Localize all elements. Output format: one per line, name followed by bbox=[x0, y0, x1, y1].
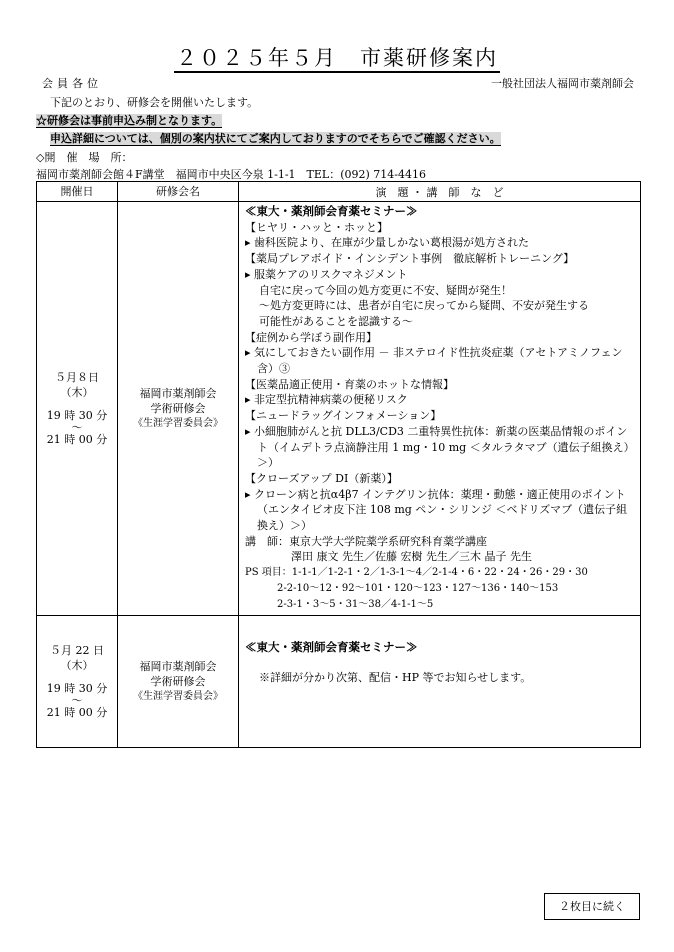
intro-text: 下記のとおり、研修会を開催いたします。 bbox=[50, 96, 259, 109]
org-name: 福岡市薬剤師会 bbox=[139, 660, 217, 674]
seminar-title: ≪東大・薬剤師会育薬セミナー≫ bbox=[245, 640, 418, 655]
schedule-table bbox=[36, 181, 641, 748]
org-name: 福岡市薬剤師会 bbox=[139, 387, 217, 401]
ps-items: 2-2-10～12・92～101・120～123・127～136・140～153 bbox=[277, 582, 559, 594]
detail-cell bbox=[239, 202, 641, 616]
header-topic: 演 題 ・ 講 師 な ど bbox=[239, 182, 641, 202]
organization-name: 一般社団法人福岡市薬剤師会 bbox=[491, 77, 634, 90]
date-cell bbox=[37, 616, 118, 748]
lecturer-affiliation: 東京大学大学院薬学系研究科育薬学講座 bbox=[289, 534, 487, 548]
meeting-cell bbox=[118, 616, 239, 748]
venue-detail: 福岡市薬剤師会館４F講堂 福岡市中央区今泉 1-1-1 TEL：(092) 714-4416 bbox=[36, 168, 427, 181]
weekday: （木） bbox=[60, 659, 94, 673]
header-date: 開催日 bbox=[37, 182, 118, 202]
lecturer-line bbox=[245, 534, 636, 550]
topic-item: ▸ 非定型抗精神病薬の便秘リスク bbox=[245, 393, 408, 407]
continued-note: ２枚目に続く bbox=[544, 893, 640, 920]
topic-item: ▸ 服薬ケアのリスクマネジメント bbox=[245, 267, 408, 281]
time-end: 21 時 00 分 bbox=[46, 706, 108, 720]
topic-text: 自宅に戻って今回の処方変更に不安、疑問が発生！ bbox=[259, 283, 512, 297]
ps-items: 2-3-1・3～5・31～38／4-1-1～5 bbox=[277, 598, 434, 610]
topic-text: 可能性があることを認識する～ bbox=[259, 314, 413, 328]
seminar-title: ≪東大・薬剤師会育薬セミナー≫ bbox=[245, 204, 418, 218]
notice-line-1: ☆研修会は事前申込み制となります。 bbox=[36, 114, 223, 127]
topic-item: ▸ 小細胞肺がんと抗 DLL3/CD3 二重特異性抗体：新薬の医薬品情報のポイント（イムデトラ点滴静注用 1 mg・10 mg ＜タルラタマブ（遺伝子組換え）＞） bbox=[245, 424, 635, 470]
topic-item: ▸ 気にしておきたい副作用 － 非ステロイド性抗炎症薬（アセトアミノフェン含）③ bbox=[245, 346, 623, 376]
weekday: （木） bbox=[60, 386, 94, 400]
ps-items: 1-1-1／1-2-1・2／1-3-1～4／2-1-4・6・22・24・26・29・30 bbox=[291, 567, 588, 579]
meeting-cell bbox=[118, 202, 239, 616]
section-heading: 【薬局プレアボイド・インシデント事例 徹底解析トレーニング】 bbox=[245, 252, 575, 266]
ps-line bbox=[245, 565, 636, 581]
table-header-row bbox=[37, 182, 641, 202]
date-cell bbox=[37, 202, 118, 616]
date: ５月 22 日 bbox=[50, 644, 104, 658]
date: ５月８日 bbox=[55, 371, 99, 385]
table-row bbox=[37, 616, 641, 748]
lecturer-label: 講 師： bbox=[245, 534, 289, 548]
recipient: 会員各位 bbox=[42, 77, 102, 90]
time-end: 21 時 00 分 bbox=[46, 433, 108, 447]
lecturer-names: 澤田 康文 先生／佐藤 宏樹 先生／三木 晶子 先生 bbox=[291, 550, 532, 564]
time-tilde: ～ bbox=[71, 421, 83, 435]
page-title: ２０２５年５月 市薬研修案内 bbox=[0, 42, 674, 72]
ps-label: PS 項目： bbox=[245, 567, 292, 579]
section-heading: 【症例から学ぼう副作用】 bbox=[245, 330, 377, 344]
table-row bbox=[37, 202, 641, 616]
time-start: 19 時 30 分 bbox=[46, 682, 108, 696]
section-heading: 【医薬品適正使用・育薬のホットな情報】 bbox=[245, 377, 454, 391]
committee: 《生涯学習委員会》 bbox=[133, 691, 223, 703]
header-meeting: 研修会名 bbox=[118, 182, 239, 202]
detail-cell bbox=[239, 616, 641, 748]
meeting-name: 学術研修会 bbox=[150, 675, 206, 689]
notice-line-2: 申込詳細については、個別の案内状にてご案内しておりますのでそちらでご確認ください。 bbox=[50, 132, 501, 145]
section-heading: 【クローズアップ DI（新薬）】 bbox=[245, 471, 398, 485]
committee: 《生涯学習委員会》 bbox=[133, 418, 223, 430]
meeting-name: 学術研修会 bbox=[150, 402, 206, 416]
time-tilde: ～ bbox=[71, 694, 83, 708]
venue-label: ◇開 催 場 所： bbox=[36, 151, 133, 164]
topic-item: ▸ 歯科医院より、在庫が少量しかない葛根湯が処方された bbox=[245, 236, 530, 250]
topic-item: ▸ クローン病と抗α4β7 インテグリン抗体：薬理・動態・適正使用のポイント（エンタイビオ皮下注 108 mg ペン・シリンジ ＜ベドリズマブ（遺伝子組換え）＞） bbox=[245, 487, 628, 533]
section-heading: 【ヒヤリ・ハッと・ホッと】 bbox=[245, 220, 388, 234]
note-text: ※詳細が分かり次第、配信・HP 等でお知らせします。 bbox=[259, 670, 532, 684]
section-heading: 【ニュードラッグインフォメーション】 bbox=[245, 409, 442, 423]
time-start: 19 時 30 分 bbox=[46, 409, 108, 423]
topic-text: ～処方変更時には、患者が自宅に戻ってから疑問、不安が発生する bbox=[259, 299, 589, 313]
